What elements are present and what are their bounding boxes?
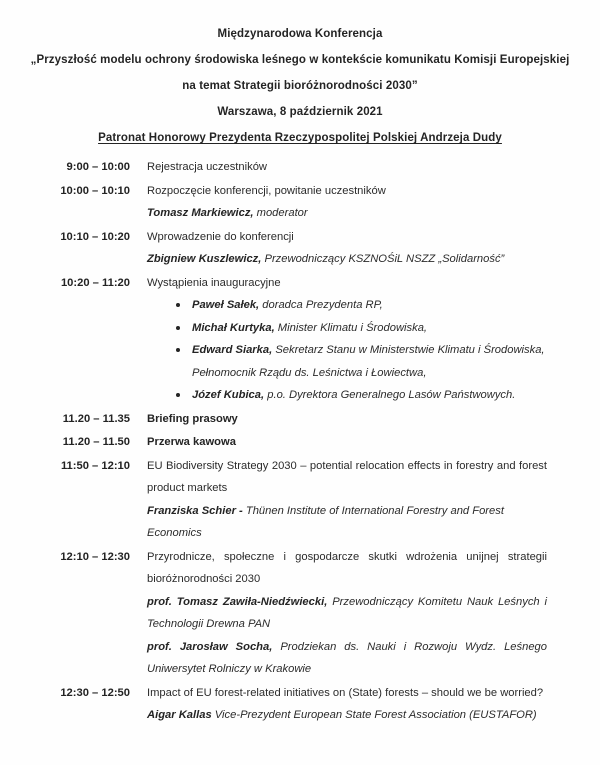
speaker-affiliation: p.o. Dyrektora Generalnego Lasów Państwowych.	[264, 389, 516, 401]
speaker-name: Edward Siarka,	[192, 344, 273, 356]
session-time: 9:00 – 10:00	[66, 161, 130, 173]
session-content	[147, 272, 547, 407]
session-time: 10:20 – 11:20	[60, 276, 130, 289]
session-time: 11.20 – 11.50	[62, 436, 130, 448]
schedule-row	[0, 180, 600, 225]
bullet-item	[147, 384, 547, 407]
bullet-item	[147, 294, 547, 317]
speaker-name: Zbigniew Kuszlewicz,	[147, 253, 262, 265]
speaker-name: Józef Kubica,	[192, 389, 265, 401]
session-time: 12:30 – 12:50	[60, 686, 130, 699]
speaker-name: Paweł Sałek,	[192, 299, 260, 311]
speaker-bullet-list	[147, 294, 547, 407]
schedule-row	[0, 431, 600, 454]
session-content	[147, 180, 547, 225]
speaker-name: Aigar Kallas	[147, 709, 212, 721]
schedule-row	[0, 455, 600, 545]
session-content	[147, 431, 547, 454]
speaker-affiliation: doradca Prezydenta RP,	[259, 299, 383, 311]
session-title: Briefing prasowy	[147, 412, 238, 425]
speaker-affiliation: Minister Klimatu i Środowiska,	[274, 321, 428, 334]
conference-subtitle-line1: „Przyszłość modelu ochrony środowiska leśnego w kontekście komunikatu Komisji Europejskiej	[30, 54, 570, 66]
session-speaker	[147, 500, 547, 545]
session-time: 11:50 – 12:10	[60, 459, 130, 472]
session-title: Rozpoczęcie konferencji, powitanie uczestników	[147, 184, 386, 197]
session-title: EU Biodiversity Strategy 2030 – potential relocation effects in forestry and forest product markets	[147, 459, 547, 494]
session-speaker	[147, 202, 547, 225]
session-title: Impact of EU forest-related initiatives on (State) forests – should we be worried?	[147, 686, 544, 699]
session-time: 12:10 – 12:30	[60, 550, 130, 563]
speaker-name: Michał Kurtyka,	[192, 321, 275, 334]
speaker-affiliation: Vice-Prezydent European State Forest Association (EUSTAFOR)	[211, 709, 537, 721]
session-time: 10:10 – 10:20	[60, 230, 130, 243]
speaker-affiliation: moderator	[253, 207, 308, 219]
session-content	[147, 156, 547, 179]
session-content	[147, 226, 547, 271]
schedule	[0, 156, 600, 727]
session-speaker	[147, 591, 547, 636]
session-content	[147, 546, 547, 681]
conference-title: Międzynarodowa Konferencja	[217, 28, 383, 40]
patronage-line: Patronat Honorowy Prezydenta Rzeczypospolitej Polskiej Andrzeja Dudy	[98, 132, 502, 144]
session-title: Przerwa kawowa	[147, 436, 236, 448]
session-title: Przyrodnicze, społeczne i gospodarcze skutki wdrożenia unijnej strategii bioróżnorodności 2030	[147, 550, 547, 585]
conference-date-location: Warszawa, 8 październik 2021	[217, 106, 383, 118]
bullet-item	[147, 339, 547, 384]
session-time: 11.20 – 11.35	[62, 412, 130, 425]
speaker-affiliation: Prodziekan ds. Nauki i Rozwoju Wydz. Leśnego Uniwersytet Rolniczy w Krakowie	[147, 640, 547, 675]
speaker-name: Tomasz Markiewicz,	[147, 207, 254, 219]
speaker-affiliation: Thünen Institute of International Forestry and Forest Economics	[147, 504, 504, 539]
conference-subtitle-line2: na temat Strategii bioróżnorodności 2030”	[182, 80, 418, 92]
session-title: Wystąpienia inauguracyjne	[147, 276, 281, 289]
session-time: 10:00 – 10:10	[60, 184, 130, 197]
schedule-row	[0, 226, 600, 271]
session-content	[147, 682, 547, 727]
speaker-name: prof. Tomasz Zawiła-Niedźwiecki,	[147, 595, 328, 608]
document-header	[0, 0, 600, 151]
schedule-row	[0, 682, 600, 727]
speaker-affiliation: Sekretarz Stanu w Ministerstwie Klimatu i Środowiska, Pełnomocnik Rządu ds. Leśnictwa i Łowiectwa,	[192, 344, 545, 379]
session-speaker	[147, 248, 547, 271]
schedule-row	[0, 546, 600, 681]
session-title: Rejestracja uczestników	[147, 161, 268, 173]
speaker-name: prof. Jarosław Socha,	[147, 640, 273, 653]
session-speaker	[147, 636, 547, 681]
speaker-affiliation: Przewodniczący Komitetu Nauk Leśnych i Technologii Drewna PAN	[147, 595, 548, 630]
speaker-affiliation: Przewodniczący KSZNOŚiL NSZZ „Solidarność”	[261, 253, 505, 265]
session-content	[147, 455, 547, 545]
session-title: Wprowadzenie do konferencji	[147, 230, 294, 243]
speaker-name: Franziska Schier -	[147, 504, 243, 517]
schedule-row	[0, 408, 600, 431]
session-content	[147, 408, 547, 431]
schedule-row	[0, 272, 600, 407]
schedule-row	[0, 156, 600, 179]
session-speaker	[147, 704, 547, 727]
bullet-item	[147, 317, 547, 340]
